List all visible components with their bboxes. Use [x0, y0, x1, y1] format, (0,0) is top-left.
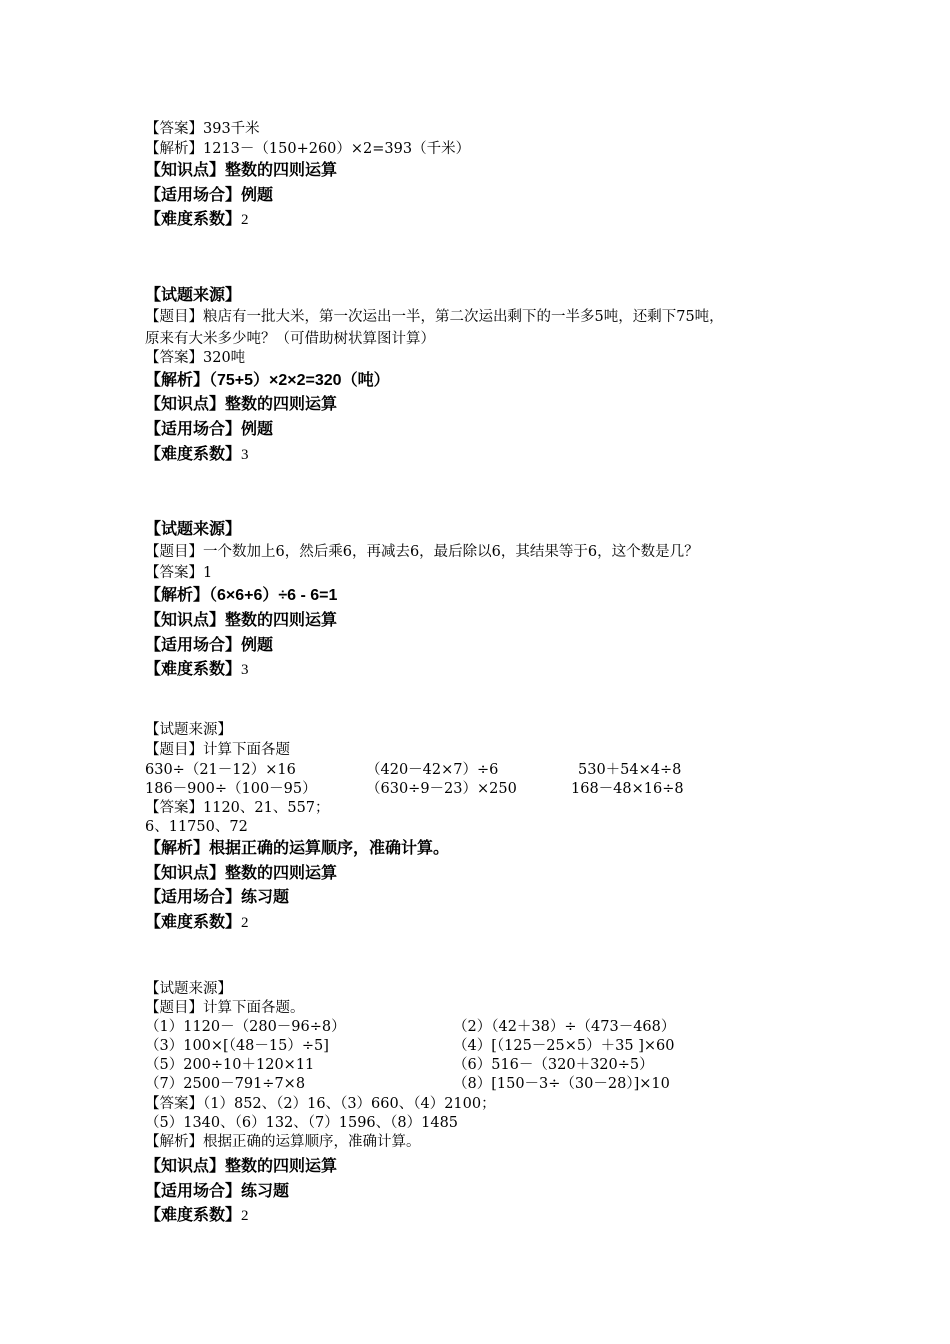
expression-item: （2）（42＋38）÷（473－468）: [453, 1019, 676, 1035]
analysis-line: 【解析】（75+5）×2×2=320（吨）: [145, 372, 390, 389]
source-line: 【试题来源】: [145, 981, 232, 997]
difficulty-line: [145, 909, 249, 932]
applicable-scene: 【适用场合】例题: [145, 637, 274, 654]
knowledge-point: 【知识点】整数的四则运算: [145, 396, 338, 413]
expression-item: 630÷（21－12）×16: [145, 762, 296, 778]
knowledge-point: 【知识点】整数的四则运算: [145, 1158, 338, 1175]
difficulty-value: 3: [241, 447, 249, 463]
question-line: 【题目】计算下面各题。: [145, 1000, 305, 1016]
answer-line: 【答案】320吨: [145, 350, 246, 366]
difficulty-label: 【难度系数】: [145, 661, 242, 678]
answer-line: 【答案】1120、21、557；: [145, 800, 330, 816]
applicable-scene: 【适用场合】例题: [145, 187, 274, 204]
knowledge-point: 【知识点】整数的四则运算: [145, 162, 338, 179]
answer-line: 【答案】393千米: [145, 121, 260, 137]
difficulty-label: 【难度系数】: [145, 914, 242, 931]
difficulty-line: [145, 206, 249, 229]
difficulty-value: 2: [241, 212, 249, 228]
expression-item: （8）[150－3÷（30－28）]×10: [453, 1076, 670, 1092]
analysis-line: 【解析】根据正确的运算顺序，准确计算。: [145, 840, 450, 857]
expression-item: （5）200÷10＋120×11: [145, 1057, 315, 1073]
question-line: 【题目】粮店有一批大米，第一次运出一半，第二次运出剩下的一半多5吨，还剩下75吨，: [145, 309, 724, 325]
expression-item: 186－900÷（100－95）: [145, 781, 317, 797]
analysis-line: 【解析】根据正确的运算顺序，准确计算。: [145, 1134, 421, 1150]
difficulty-value: 2: [241, 1208, 249, 1224]
knowledge-point: 【知识点】整数的四则运算: [145, 865, 338, 882]
analysis-line: 【解析】（6×6+6）÷6 - 6=1: [145, 587, 338, 604]
expression-item: 168－48×16÷8: [571, 781, 684, 797]
expression-item: （420－42×7）÷6: [366, 762, 499, 778]
expression-item: （3）100×[（48－15）÷5]: [145, 1038, 329, 1054]
applicable-scene: 【适用场合】练习题: [145, 1183, 290, 1200]
difficulty-label: 【难度系数】: [145, 446, 242, 463]
expression-item: （4）[（125－25×5）＋35 ]×60: [453, 1038, 675, 1054]
difficulty-line: [145, 1202, 249, 1225]
expression-item: （1）1120－（280－96÷8）: [145, 1019, 346, 1035]
difficulty-line: [145, 441, 249, 464]
question-line: 【题目】一个数加上6，然后乘6，再减去6，最后除以6，其结果等于6，这个数是几？: [145, 544, 699, 560]
source-line: 【试题来源】: [145, 521, 242, 538]
expression-item: 530＋54×4÷8: [578, 762, 682, 778]
answer-line-continued: 6、11750、72: [145, 819, 248, 835]
difficulty-label: 【难度系数】: [145, 211, 242, 228]
question-line: 【题目】计算下面各题: [145, 742, 290, 758]
source-line: 【试题来源】: [145, 722, 232, 738]
difficulty-value: 3: [241, 662, 249, 678]
applicable-scene: 【适用场合】练习题: [145, 889, 290, 906]
knowledge-point: 【知识点】整数的四则运算: [145, 612, 338, 629]
difficulty-label: 【难度系数】: [145, 1207, 242, 1224]
difficulty-line: [145, 656, 249, 679]
expression-item: （630÷9－23）×250: [366, 781, 517, 797]
answer-line-continued: （5）1340、（6）132、（7）1596、（8）1485: [145, 1115, 459, 1131]
answer-line: 【答案】1: [145, 565, 213, 581]
expression-item: （7）2500－791÷7×8: [145, 1076, 306, 1092]
question-line-continued: 原来有大米多少吨？（可借助树状算图计算）: [145, 331, 435, 347]
answer-line: 【答案】（1）852、（2）16、（3）660、（4）2100；: [145, 1096, 496, 1112]
source-line: 【试题来源】: [145, 287, 242, 304]
difficulty-value: 2: [241, 915, 249, 931]
applicable-scene: 【适用场合】例题: [145, 421, 274, 438]
analysis-line: 【解析】1213－（150+260）×2=393（千米）: [145, 141, 471, 157]
expression-item: （6）516－（320＋320÷5）: [453, 1057, 654, 1073]
